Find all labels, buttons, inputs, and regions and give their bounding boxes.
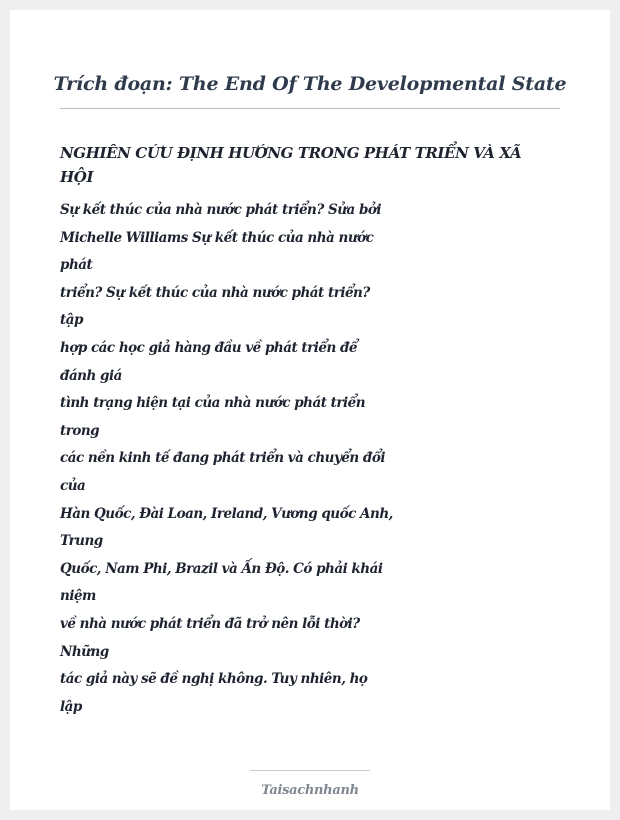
- body-line: tác giả này sẽ đề nghị không. Tuy nhiên, họ: [60, 671, 368, 688]
- body-line: về nhà nước phát triển đã trở nên lỗi thời?: [60, 615, 360, 632]
- footer-source: Taisachnhanh: [261, 783, 359, 798]
- footer-divider: [250, 770, 370, 771]
- body-line: Hàn Quốc, Đài Loan, Ireland, Vương quốc Anh,: [60, 505, 393, 522]
- body-line: lập: [60, 698, 82, 715]
- document-title: Trích đoạn: The End Of The Developmental State: [53, 73, 567, 95]
- body-line: phát: [60, 257, 93, 274]
- body-line: hợp các học giả hàng đầu về phát triển để: [60, 339, 358, 356]
- body-line: đánh giá: [60, 367, 122, 384]
- body-line: Trung: [60, 533, 103, 550]
- document-page: [10, 10, 610, 810]
- section-heading-line: HỘI: [60, 168, 94, 186]
- body-line: Michelle Williams Sự kết thúc của nhà nước: [60, 229, 374, 246]
- body-line: Những: [60, 643, 109, 660]
- body-line: triển? Sự kết thúc của nhà nước phát triển?: [60, 284, 370, 301]
- title-divider: [60, 108, 560, 109]
- body-line: của: [60, 477, 86, 494]
- body-line: các nền kinh tế đang phát triển và chuyển đổi: [60, 450, 385, 467]
- body-line: niệm: [60, 588, 96, 605]
- body-line: Quốc, Nam Phi, Brazil và Ấn Độ. Có phải khái: [60, 560, 383, 577]
- body-line: tập: [60, 312, 83, 329]
- body-line: trong: [60, 422, 100, 439]
- body-line: Sự kết thúc của nhà nước phát triển? Sửa bởi: [60, 202, 382, 218]
- body-text: [60, 197, 580, 721]
- section-heading: [60, 141, 570, 189]
- section-heading-line: NGHIÊN CỨU ĐỊNH HƯỚNG TRONG PHÁT TRIỂN VÀ XÃ: [60, 144, 522, 162]
- body-line: tình trạng hiện tại của nhà nước phát triển: [60, 395, 366, 412]
